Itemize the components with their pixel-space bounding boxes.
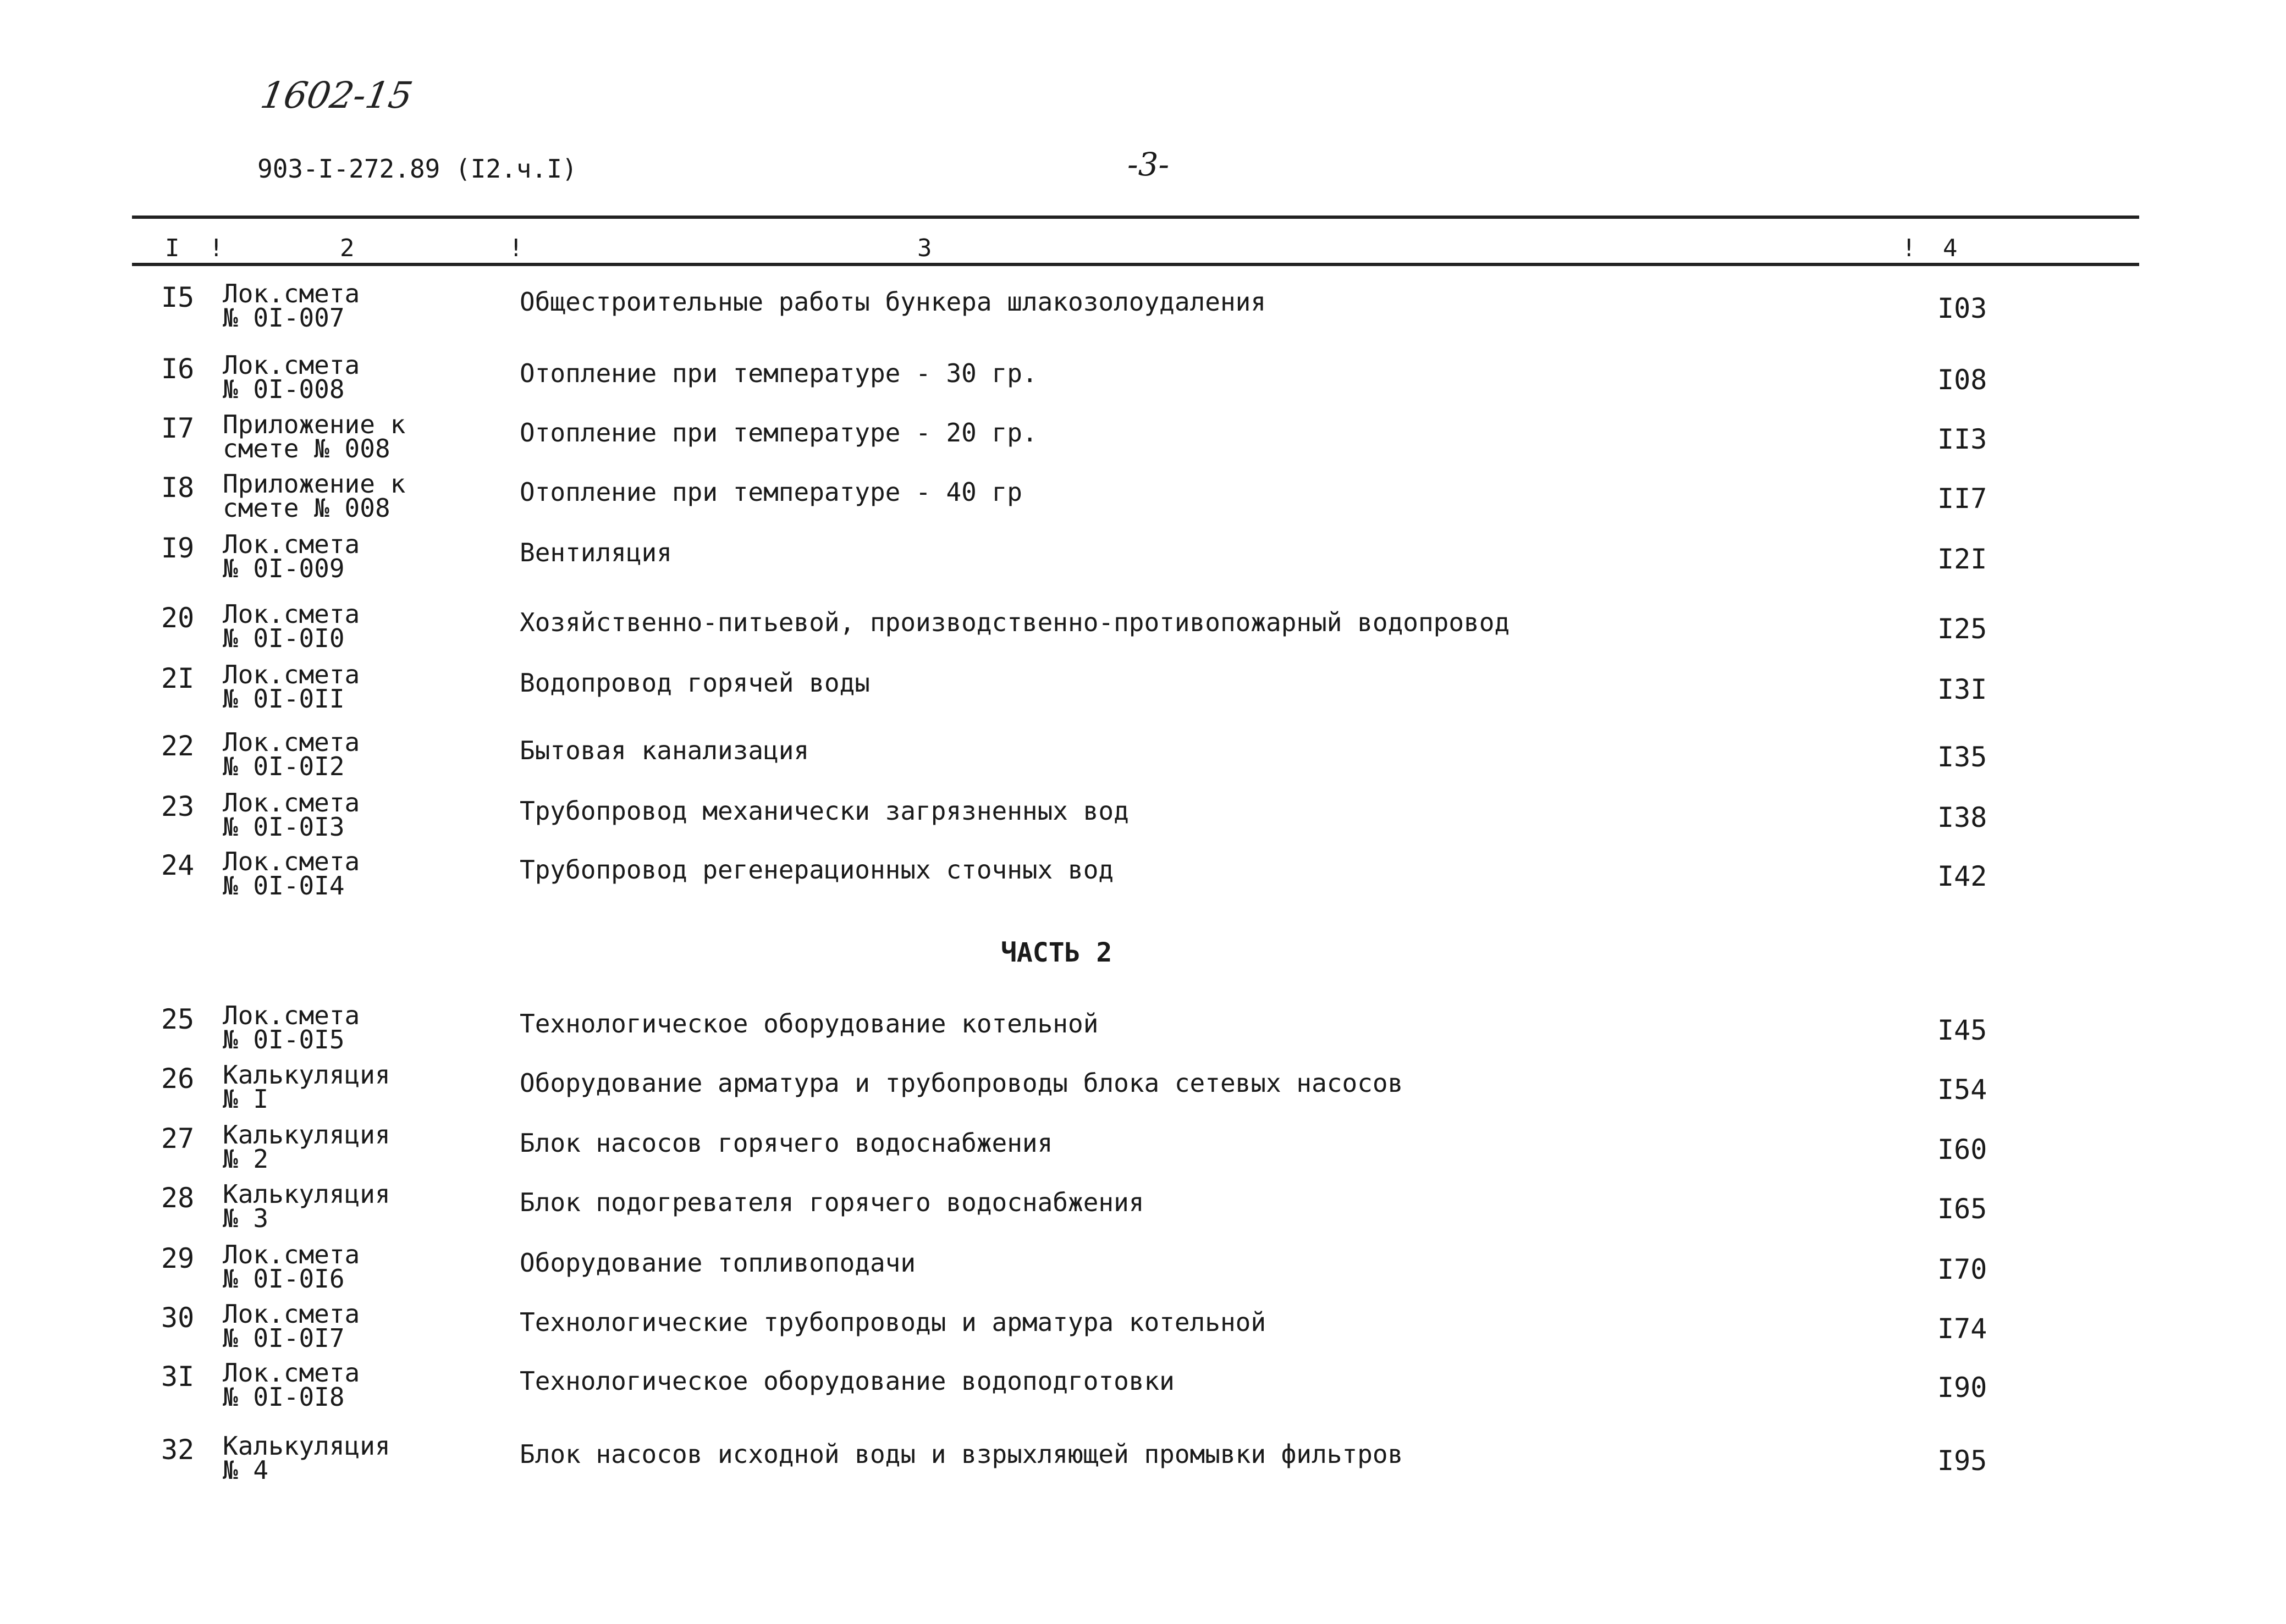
row-page: I60 <box>1937 1134 1987 1165</box>
doc-number: № 0I-0I6 <box>223 1264 345 1294</box>
doc-type: Лок.смета <box>223 350 360 380</box>
doc-number: смете № 008 <box>223 493 390 523</box>
row-page: II3 <box>1937 423 1987 455</box>
row-number: I8 <box>161 472 195 504</box>
row-number: 25 <box>161 1003 195 1035</box>
doc-number: № 0I-0I5 <box>223 1025 345 1054</box>
table-row <box>0 1003 2286 1064</box>
row-number: 3I <box>161 1361 195 1393</box>
table-row <box>0 529 2286 593</box>
doc-type: Лок.смета <box>223 847 360 876</box>
row-description: Водопровод горячей воды <box>520 668 870 698</box>
row-number: I7 <box>161 412 195 444</box>
doc-type: Лок.смета <box>223 279 360 308</box>
doc-type: Калькуляция <box>223 1060 390 1090</box>
row-number: 26 <box>161 1063 195 1095</box>
row-document <box>223 727 360 781</box>
row-number: I9 <box>161 532 195 564</box>
row-page: I45 <box>1937 1014 1987 1046</box>
doc-number: № 0I-0I7 <box>223 1323 345 1353</box>
row-document <box>223 529 360 583</box>
doc-type: Приложение к <box>223 410 406 439</box>
row-description: Технологические трубопроводы и арматура котельной <box>520 1307 1266 1337</box>
doc-type: Калькуляция <box>223 1179 390 1209</box>
doc-number: № 0I-007 <box>223 303 345 333</box>
row-document <box>223 1179 390 1233</box>
row-number: 27 <box>161 1123 195 1155</box>
table-row <box>0 849 2286 910</box>
row-number: I6 <box>161 353 195 385</box>
table-row <box>0 1242 2286 1303</box>
row-description: Вентиляция <box>520 538 672 567</box>
table-row <box>0 1358 2286 1421</box>
row-description: Отопление при температуре - 30 гр. <box>520 358 1038 388</box>
doc-type: Лок.смета <box>223 599 360 629</box>
row-number: 22 <box>161 730 195 762</box>
row-number: I5 <box>161 281 195 313</box>
doc-number: № 0I-009 <box>223 554 345 583</box>
row-number: 28 <box>161 1182 195 1214</box>
doc-number: № I <box>223 1084 269 1114</box>
row-page: I54 <box>1937 1074 1987 1106</box>
row-document <box>223 1431 390 1485</box>
doc-type: Лок.смета <box>223 1001 360 1030</box>
doc-type: Лок.смета <box>223 660 360 689</box>
doc-number: № 0I-008 <box>223 374 345 404</box>
table-row <box>0 1179 2286 1242</box>
row-description: Блок подогревателя горячего водоснабжения <box>520 1187 1144 1217</box>
col-header-3: 3 <box>917 234 932 262</box>
row-page: I25 <box>1937 613 1987 645</box>
row-document <box>223 412 405 461</box>
row-document <box>223 1120 390 1174</box>
doc-type: Калькуляция <box>223 1431 390 1461</box>
row-page: II7 <box>1937 483 1987 515</box>
col-header-1: I <box>165 234 180 262</box>
doc-number: смете № 008 <box>223 434 390 463</box>
col-separator: ! <box>1902 234 1916 262</box>
doc-type: Калькуляция <box>223 1120 390 1150</box>
doc-number: № 0I-0I0 <box>223 623 345 653</box>
table-top-rule <box>132 216 2139 219</box>
row-description: Оборудование арматура и трубопроводы блока сетевых насосов <box>520 1068 1403 1098</box>
row-description: Отопление при температуре - 20 гр. <box>520 418 1038 448</box>
doc-type: Лок.смета <box>223 1358 360 1388</box>
row-description: Оборудование топливоподачи <box>520 1248 916 1278</box>
row-page: I42 <box>1937 860 1987 892</box>
doc-type: Лок.смета <box>223 1240 360 1269</box>
table-row <box>0 1431 2286 1494</box>
row-document <box>223 1060 390 1114</box>
row-page: I08 <box>1937 364 1987 396</box>
row-page: I3I <box>1937 673 1987 705</box>
doc-type: Лок.смета <box>223 529 360 559</box>
row-page: I95 <box>1937 1445 1987 1477</box>
row-page: I70 <box>1937 1253 1987 1285</box>
row-page: I90 <box>1937 1372 1987 1404</box>
row-number: 32 <box>161 1434 195 1466</box>
row-number: 23 <box>161 791 195 822</box>
doc-type: Приложение к <box>223 469 406 499</box>
row-number: 29 <box>161 1242 195 1274</box>
doc-number: № 0I-0I8 <box>223 1382 345 1412</box>
row-document <box>223 660 360 714</box>
row-description: Блок насосов горячего водоснабжения <box>520 1128 1053 1158</box>
row-number: 2I <box>161 662 195 694</box>
row-document <box>223 847 360 901</box>
row-document <box>223 1003 360 1052</box>
row-description: Блок насосов исходной воды и взрыхляющей промывки фильтров <box>520 1439 1403 1469</box>
row-document <box>223 599 360 653</box>
table-row <box>0 281 2286 342</box>
row-page: I65 <box>1937 1193 1987 1225</box>
table-row <box>0 412 2286 473</box>
table-row <box>0 727 2286 791</box>
handwritten-sheet-number: 1602-15 <box>257 74 416 117</box>
row-page: I2I <box>1937 543 1987 575</box>
row-document <box>223 1358 360 1412</box>
row-description: Общестроительные работы бункера шлакозолоудаления <box>520 287 1266 317</box>
row-page: I38 <box>1937 802 1987 833</box>
doc-number: № 4 <box>223 1455 269 1485</box>
row-page: I74 <box>1937 1313 1987 1345</box>
row-description: Хозяйственно-питьевой, производственно-противопожарный водопровод <box>520 607 1510 637</box>
table-row <box>0 1299 2286 1362</box>
row-number: 30 <box>161 1302 195 1334</box>
row-document <box>223 350 360 404</box>
document-code: 903-I-272.89 (I2.ч.I) <box>257 154 577 184</box>
row-description: Технологическое оборудование котельной <box>520 1009 1099 1039</box>
row-document <box>223 1240 360 1294</box>
doc-type: Лок.смета <box>223 727 360 757</box>
col-header-4: 4 <box>1943 234 1958 262</box>
doc-number: № 2 <box>223 1144 269 1174</box>
col-separator: ! <box>209 234 224 262</box>
doc-number: № 0I-0I2 <box>223 752 345 781</box>
table-row <box>0 1120 2286 1183</box>
row-document <box>223 788 360 842</box>
row-document <box>223 469 406 523</box>
table-row <box>0 1060 2286 1123</box>
page-number: -3- <box>1127 146 1170 183</box>
row-page: I35 <box>1937 741 1987 773</box>
doc-number: № 0I-0I3 <box>223 812 345 842</box>
table-row <box>0 599 2286 662</box>
col-separator: ! <box>509 234 524 262</box>
table-row <box>0 469 2286 532</box>
doc-number: № 0I-0I4 <box>223 871 345 901</box>
row-document <box>223 1299 360 1353</box>
row-number: 20 <box>161 602 195 634</box>
row-description: Трубопровод регенерационных сточных вод <box>520 855 1114 885</box>
table-header-rule <box>132 263 2139 266</box>
doc-type: Лок.смета <box>223 788 360 817</box>
table-row <box>0 350 2286 413</box>
row-document <box>223 279 360 333</box>
doc-number: № 0I-0II <box>223 684 345 714</box>
row-description: Отопление при температуре - 40 гр <box>520 477 1022 507</box>
part2-heading: ЧАСТЬ 2 <box>1001 937 1112 968</box>
col-header-2: 2 <box>340 234 355 262</box>
row-description: Трубопровод механически загрязненных вод <box>520 796 1129 826</box>
table-row <box>0 788 2286 851</box>
row-description: Технологическое оборудование водоподготовки <box>520 1366 1175 1396</box>
row-number: 24 <box>161 849 195 881</box>
doc-number: № 3 <box>223 1203 269 1233</box>
row-description: Бытовая канализация <box>520 736 809 765</box>
doc-type: Лок.смета <box>223 1299 360 1329</box>
table-row <box>0 662 2286 723</box>
row-page: I03 <box>1937 292 1987 324</box>
